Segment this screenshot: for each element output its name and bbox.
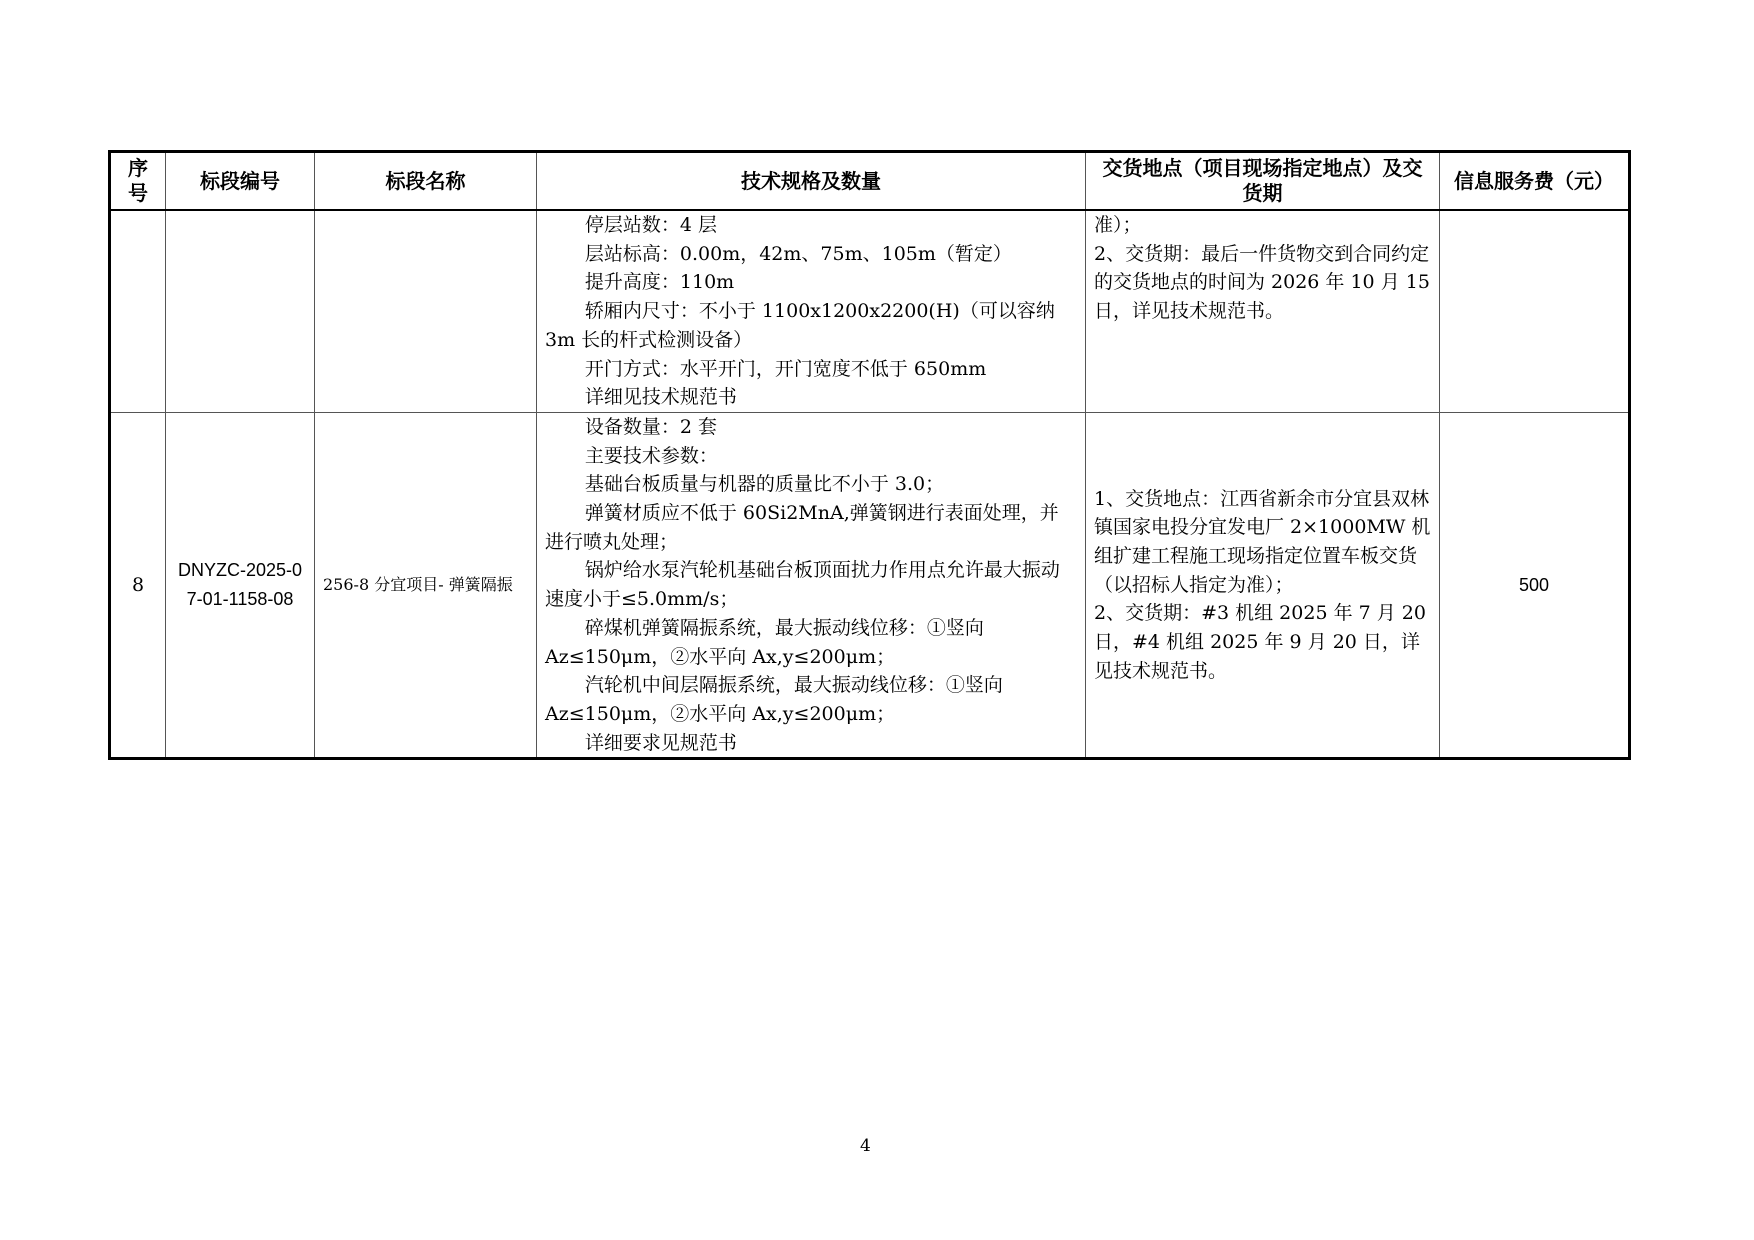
header-fee: 信息服务费（元） bbox=[1440, 152, 1630, 211]
spec-line: 停层站数：4 层 bbox=[584, 214, 718, 236]
spec-line: 提升高度：110m bbox=[584, 271, 735, 294]
spec-line: 汽轮机中间层隔振系统，最大振动线位移：①竖向 Az≤150μm，②水平向 Ax,y≤200μm； bbox=[545, 674, 1003, 725]
header-spec: 技术规格及数量 bbox=[537, 152, 1086, 211]
table-row bbox=[110, 412, 1630, 758]
spec-line: 碎煤机弹簧隔振系统，最大振动线位移：①竖向 Az≤150μm，②水平向 Ax,y≤200μm； bbox=[545, 616, 984, 668]
header-code: 标段编号 bbox=[166, 152, 315, 211]
header-delivery: 交货地点（项目现场指定地点）及交货期 bbox=[1086, 152, 1440, 211]
fee-cell bbox=[1440, 210, 1630, 412]
fee-cell: 500 bbox=[1440, 412, 1630, 758]
spec-line: 锅炉给水泵汽轮机基础台板顶面扰力作用点允许最大振动速度小于≤5.0mm/s； bbox=[545, 559, 1060, 611]
spec-line: 弹簧材质应不低于 60Si2MnA,弹簧钢进行表面处理，并进行喷丸处理； bbox=[545, 502, 1059, 553]
spec-cell bbox=[537, 210, 1086, 412]
delivery-line: 2、交货期：最后一件货物交到合同约定的交货地点的时间为 2026 年 10 月 15 日，详见技术规范书。 bbox=[1094, 242, 1430, 323]
header-seq: 序号 bbox=[110, 152, 166, 211]
code-cell: DNYZC-2025-07-01-1158-08 bbox=[166, 412, 315, 758]
delivery-line: 2、交货期：#3 机组 2025 年 7 月 20 日，#4 机组 2025 年 9 月 20 日，详见技术规范书。 bbox=[1094, 602, 1426, 682]
spec-line: 基础台板质量与机器的质量比不小于 3.0； bbox=[584, 473, 945, 496]
delivery-line: 准）； bbox=[1094, 214, 1142, 236]
delivery-cell bbox=[1086, 412, 1440, 758]
seq-cell: 8 bbox=[110, 412, 166, 758]
spec-line: 设备数量：2 套 bbox=[584, 415, 718, 438]
spec-line: 详细要求见规范书 bbox=[584, 731, 737, 754]
spec-line: 层站标高：0.00m，42m、75m、105m（暂定） bbox=[584, 242, 1012, 265]
spec-line: 轿厢内尺寸：不小于 1100x1200x2200(H)（可以容纳 3m 长的杆式检测设备） bbox=[545, 300, 1055, 351]
name-cell bbox=[315, 210, 537, 412]
name-cell: 256-8 分宜项目- 弹簧隔振 bbox=[315, 412, 537, 758]
table-row bbox=[110, 210, 1630, 412]
spec-line: 开门方式：水平开门，开门宽度不低于 650mm bbox=[584, 357, 987, 380]
spec-cell bbox=[537, 412, 1086, 758]
delivery-cell bbox=[1086, 210, 1440, 412]
spec-line: 详细见技术规范书 bbox=[584, 386, 737, 409]
delivery-line: 1、交货地点：江西省新余市分宜县双林镇国家电投分宜发电厂 2×1000MW 机组扩建工程施工现场指定位置车板交货（以招标人指定为准）； bbox=[1094, 487, 1431, 596]
header-name: 标段名称 bbox=[315, 152, 537, 211]
bid-section-table bbox=[108, 150, 1631, 760]
page-number: 4 bbox=[860, 1136, 871, 1156]
spec-line: 主要技术参数： bbox=[584, 444, 718, 467]
table-header-row bbox=[110, 152, 1630, 211]
seq-cell bbox=[110, 210, 166, 412]
code-cell bbox=[166, 210, 315, 412]
